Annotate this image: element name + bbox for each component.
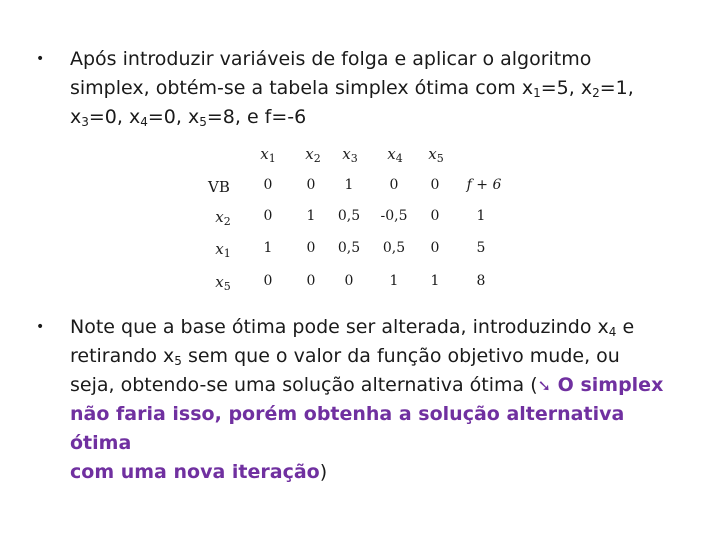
note-bullet	[36, 313, 686, 487]
obj-cell: 0	[263, 177, 273, 193]
table-cell: 1	[389, 273, 399, 289]
pointing-hand-icon: ➘	[537, 376, 552, 395]
table-cell: 0,5	[382, 240, 406, 256]
table-cell: 1	[476, 208, 486, 224]
bullet-marker: •	[36, 51, 45, 67]
obj-cell: 0	[389, 177, 399, 193]
table-cell: 0	[430, 208, 440, 224]
header-x5: $x_5$	[428, 145, 444, 165]
row-label-x2: $x_2$	[215, 208, 231, 228]
table-cell: 1	[306, 208, 316, 224]
obj-rhs: f + 6	[466, 177, 502, 193]
header-x4: $x_4$	[387, 145, 403, 165]
table-cell: 5	[476, 240, 486, 256]
note-text: Note que a base ótima pode ser alterada, introduzindo $x_4$ e retirando $x_5$ sem que o valor da função objetivo mude, ou seja, obtendo-se uma solução alternativa ótima (➘ O simplex não faria isso, porém obtenha a solução alternativa ótima com uma nova iteração)	[70, 316, 664, 483]
table-cell: 1	[430, 273, 440, 289]
bullet-marker: •	[36, 319, 45, 335]
highlight-text: com uma nova iteração	[70, 461, 320, 483]
obj-cell: 1	[344, 177, 354, 193]
table-cell: 0	[306, 240, 316, 256]
table-cell: 0	[344, 273, 354, 289]
intro-text: Após introduzir variáveis de folga e aplicar o algoritmo simplex, obtém-se a tabela simplex ótima com $x_1=5$, $x_2=1$, $x_3=0$, $x_4=0$, $x_5=8$, e f=-6	[70, 48, 634, 129]
table-cell: 1	[263, 240, 273, 256]
table-cell: 0	[430, 240, 440, 256]
table-cell: 0,5	[337, 240, 361, 256]
highlight-text: O simplex	[551, 374, 664, 396]
table-cell: 8	[476, 273, 486, 289]
header-x3: $x_3$	[342, 145, 358, 165]
table-cell: 0,5	[337, 208, 361, 224]
highlight-text: não faria isso, porém obtenha a solução alternativa ótima	[70, 403, 625, 454]
row-label-x5: $x_5$	[215, 273, 231, 293]
obj-cell: 0	[306, 177, 316, 193]
header-x1: $x_1$	[260, 145, 276, 165]
row-label-x1: $x_1$	[215, 240, 231, 260]
intro-bullet	[36, 45, 686, 132]
header-x2: $x_2$	[305, 145, 321, 165]
table-cell: 0	[263, 273, 273, 289]
table-cell: 0	[263, 208, 273, 224]
table-cell: 0	[306, 273, 316, 289]
table-cell: -0,5	[380, 208, 408, 224]
obj-cell: 0	[430, 177, 440, 193]
vb-label: VB	[208, 178, 230, 196]
